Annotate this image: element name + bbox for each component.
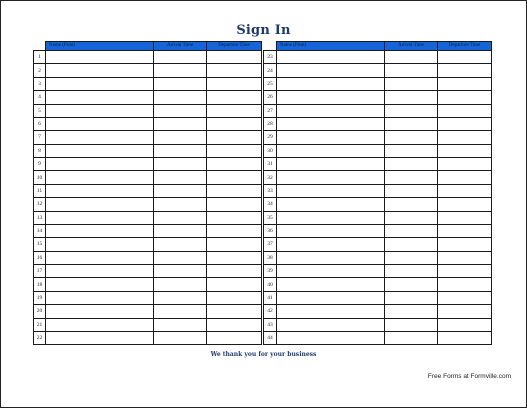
arrival-time-cell[interactable]	[385, 224, 438, 237]
sign-in-table-left	[33, 41, 262, 345]
row-number: 33	[264, 184, 277, 197]
departure-time-cell[interactable]	[438, 211, 492, 224]
row-number: 37	[264, 238, 277, 251]
row-number: 36	[264, 224, 277, 237]
table-row	[264, 318, 492, 331]
arrival-time-cell[interactable]	[385, 184, 438, 197]
row-number: 8	[34, 144, 46, 157]
arrival-time-cell[interactable]	[385, 64, 438, 77]
arrival-time-cell[interactable]	[385, 117, 438, 130]
table-row	[34, 305, 262, 318]
row-number-header	[34, 42, 46, 51]
row-number: 35	[264, 211, 277, 224]
table-row	[264, 144, 492, 157]
departure-time-cell[interactable]	[207, 77, 262, 90]
departure-time-cell[interactable]	[438, 77, 492, 90]
name-cell[interactable]	[46, 91, 154, 104]
name-cell[interactable]	[46, 104, 154, 117]
arrival-time-cell[interactable]	[154, 278, 207, 291]
departure-time-cell[interactable]	[438, 91, 492, 104]
departure-time-cell[interactable]	[207, 117, 262, 130]
name-cell[interactable]	[46, 251, 154, 264]
name-cell[interactable]	[277, 211, 385, 224]
row-number: 24	[264, 64, 277, 77]
row-number: 3	[34, 77, 46, 90]
arrival-time-cell[interactable]	[154, 211, 207, 224]
arrival-time-cell[interactable]	[154, 291, 207, 304]
row-number: 27	[264, 104, 277, 117]
arrival-time-cell[interactable]	[154, 171, 207, 184]
arrival-time-cell[interactable]	[154, 104, 207, 117]
departure-time-cell[interactable]	[207, 158, 262, 171]
table-row	[34, 117, 262, 130]
table-row	[264, 198, 492, 211]
table-row	[34, 251, 262, 264]
name-cell[interactable]	[277, 117, 385, 130]
name-cell[interactable]	[277, 318, 385, 331]
name-cell[interactable]	[46, 184, 154, 197]
departure-time-cell[interactable]	[207, 278, 262, 291]
name-cell[interactable]	[277, 144, 385, 157]
table-row	[34, 104, 262, 117]
row-number: 40	[264, 278, 277, 291]
arrival-time-cell[interactable]	[154, 305, 207, 318]
departure-time-cell[interactable]	[207, 144, 262, 157]
name-cell[interactable]	[277, 278, 385, 291]
name-cell[interactable]	[46, 318, 154, 331]
arrival-time-cell[interactable]	[385, 291, 438, 304]
table-row	[264, 278, 492, 291]
row-number: 41	[264, 291, 277, 304]
name-cell[interactable]	[46, 291, 154, 304]
departure-time-cell[interactable]	[438, 184, 492, 197]
name-cell[interactable]	[277, 251, 385, 264]
name-column-header: Name (Print)	[46, 42, 154, 51]
name-cell[interactable]	[46, 117, 154, 130]
name-cell[interactable]	[46, 331, 154, 344]
row-number: 30	[264, 144, 277, 157]
arrival-time-cell[interactable]	[154, 117, 207, 130]
departure-time-cell[interactable]	[207, 265, 262, 278]
row-number: 2	[34, 64, 46, 77]
row-number: 29	[264, 131, 277, 144]
departure-time-cell[interactable]	[207, 51, 262, 64]
row-number: 34	[264, 198, 277, 211]
departure-time-cell[interactable]	[207, 211, 262, 224]
arrival-time-cell[interactable]	[385, 158, 438, 171]
table-row	[264, 251, 492, 264]
table-row	[34, 91, 262, 104]
departure-time-cell[interactable]	[438, 158, 492, 171]
row-number: 38	[264, 251, 277, 264]
name-cell[interactable]	[46, 144, 154, 157]
table-row	[34, 198, 262, 211]
arrival-column-header: Arrival Time	[154, 42, 207, 51]
departure-time-cell[interactable]	[207, 251, 262, 264]
name-cell[interactable]	[277, 224, 385, 237]
table-row	[264, 51, 492, 64]
row-number: 6	[34, 117, 46, 130]
arrival-time-cell[interactable]	[385, 104, 438, 117]
arrival-time-cell[interactable]	[154, 238, 207, 251]
row-number-header	[264, 42, 277, 51]
arrival-time-cell[interactable]	[385, 144, 438, 157]
row-number: 32	[264, 171, 277, 184]
departure-column-header: Departure Time	[207, 42, 262, 51]
arrival-time-cell[interactable]	[154, 91, 207, 104]
name-cell[interactable]	[46, 211, 154, 224]
sign-in-table-right	[263, 41, 492, 345]
table-row	[34, 184, 262, 197]
name-cell[interactable]	[277, 331, 385, 344]
table-row	[34, 291, 262, 304]
departure-time-cell[interactable]	[438, 291, 492, 304]
name-cell[interactable]	[46, 238, 154, 251]
departure-time-cell[interactable]	[438, 117, 492, 130]
departure-time-cell[interactable]	[438, 104, 492, 117]
row-number: 12	[34, 198, 46, 211]
departure-time-cell[interactable]	[207, 198, 262, 211]
table-row	[264, 158, 492, 171]
departure-time-cell[interactable]	[207, 318, 262, 331]
arrival-time-cell[interactable]	[154, 251, 207, 264]
arrival-time-cell[interactable]	[154, 198, 207, 211]
table-row	[264, 117, 492, 130]
table-row	[264, 331, 492, 344]
row-number: 17	[34, 265, 46, 278]
departure-time-cell[interactable]	[438, 238, 492, 251]
table-row	[34, 64, 262, 77]
arrival-time-cell[interactable]	[385, 238, 438, 251]
table-row	[34, 158, 262, 171]
table-row	[34, 318, 262, 331]
row-number: 28	[264, 117, 277, 130]
row-number: 25	[264, 77, 277, 90]
departure-time-cell[interactable]	[438, 305, 492, 318]
departure-time-cell[interactable]	[207, 171, 262, 184]
table-row	[264, 305, 492, 318]
departure-time-cell[interactable]	[207, 104, 262, 117]
row-number: 21	[34, 318, 46, 331]
departure-time-cell[interactable]	[207, 305, 262, 318]
row-number: 19	[34, 291, 46, 304]
table-row	[34, 77, 262, 90]
row-number: 7	[34, 131, 46, 144]
departure-time-cell[interactable]	[207, 238, 262, 251]
departure-column-header: Departure Time	[438, 42, 492, 51]
arrival-time-cell[interactable]	[385, 265, 438, 278]
departure-time-cell[interactable]	[207, 91, 262, 104]
table-row	[34, 211, 262, 224]
arrival-time-cell[interactable]	[154, 131, 207, 144]
arrival-time-cell[interactable]	[385, 318, 438, 331]
departure-time-cell[interactable]	[438, 318, 492, 331]
departure-time-cell[interactable]	[438, 51, 492, 64]
row-number: 31	[264, 158, 277, 171]
departure-time-cell[interactable]	[438, 198, 492, 211]
name-cell[interactable]	[46, 64, 154, 77]
departure-time-cell[interactable]	[438, 144, 492, 157]
thank-you-message: We thank you for your business	[210, 351, 317, 358]
name-cell[interactable]	[46, 51, 154, 64]
table-row	[34, 265, 262, 278]
row-number: 4	[34, 91, 46, 104]
table-row	[34, 144, 262, 157]
arrival-time-cell[interactable]	[385, 211, 438, 224]
name-cell[interactable]	[277, 131, 385, 144]
table-row	[264, 77, 492, 90]
name-cell[interactable]	[46, 77, 154, 90]
departure-time-cell[interactable]	[207, 291, 262, 304]
row-number: 13	[34, 211, 46, 224]
arrival-time-cell[interactable]	[385, 198, 438, 211]
departure-time-cell[interactable]	[207, 64, 262, 77]
arrival-time-cell[interactable]	[385, 171, 438, 184]
name-cell[interactable]	[46, 305, 154, 318]
departure-time-cell[interactable]	[438, 278, 492, 291]
table-row	[264, 265, 492, 278]
table-row	[34, 171, 262, 184]
table-row	[264, 238, 492, 251]
departure-time-cell[interactable]	[438, 251, 492, 264]
table-row	[34, 278, 262, 291]
arrival-time-cell[interactable]	[385, 305, 438, 318]
arrival-time-cell[interactable]	[154, 331, 207, 344]
arrival-time-cell[interactable]	[385, 131, 438, 144]
arrival-time-cell[interactable]	[154, 184, 207, 197]
row-number: 22	[34, 331, 46, 344]
name-cell[interactable]	[277, 184, 385, 197]
row-number: 10	[34, 171, 46, 184]
table-row	[264, 131, 492, 144]
departure-time-cell[interactable]	[438, 171, 492, 184]
departure-time-cell[interactable]	[438, 64, 492, 77]
table-row	[34, 131, 262, 144]
name-cell[interactable]	[277, 198, 385, 211]
name-cell[interactable]	[277, 265, 385, 278]
arrival-column-header: Arrival Time	[385, 42, 438, 51]
name-cell[interactable]	[277, 104, 385, 117]
table-row	[34, 238, 262, 251]
row-number: 14	[34, 224, 46, 237]
row-number: 39	[264, 265, 277, 278]
arrival-time-cell[interactable]	[154, 144, 207, 157]
name-column-header: Name (Print)	[277, 42, 385, 51]
name-cell[interactable]	[46, 198, 154, 211]
table-row	[264, 184, 492, 197]
arrival-time-cell[interactable]	[154, 77, 207, 90]
table-row	[264, 224, 492, 237]
departure-time-cell[interactable]	[438, 265, 492, 278]
name-cell[interactable]	[46, 265, 154, 278]
table-row	[264, 91, 492, 104]
table-row	[264, 211, 492, 224]
departure-time-cell[interactable]	[207, 184, 262, 197]
name-cell[interactable]	[46, 278, 154, 291]
arrival-time-cell[interactable]	[154, 318, 207, 331]
row-number: 11	[34, 184, 46, 197]
arrival-time-cell[interactable]	[385, 331, 438, 344]
name-cell[interactable]	[277, 64, 385, 77]
row-number: 43	[264, 318, 277, 331]
departure-time-cell[interactable]	[438, 131, 492, 144]
arrival-time-cell[interactable]	[154, 64, 207, 77]
table-row	[34, 224, 262, 237]
arrival-time-cell[interactable]	[385, 77, 438, 90]
departure-time-cell[interactable]	[207, 331, 262, 344]
arrival-time-cell[interactable]	[154, 224, 207, 237]
arrival-time-cell[interactable]	[154, 265, 207, 278]
arrival-time-cell[interactable]	[385, 51, 438, 64]
arrival-time-cell[interactable]	[385, 251, 438, 264]
arrival-time-cell[interactable]	[385, 91, 438, 104]
row-number: 42	[264, 305, 277, 318]
name-cell[interactable]	[277, 158, 385, 171]
site-credit: Free Forms at Formville.com	[427, 373, 511, 380]
row-number: 20	[34, 305, 46, 318]
arrival-time-cell[interactable]	[154, 51, 207, 64]
name-cell[interactable]	[277, 77, 385, 90]
row-number: 18	[34, 278, 46, 291]
row-number: 15	[34, 238, 46, 251]
row-number: 16	[34, 251, 46, 264]
row-number: 23	[264, 51, 277, 64]
row-number: 9	[34, 158, 46, 171]
departure-time-cell[interactable]	[438, 331, 492, 344]
table-row	[264, 104, 492, 117]
name-cell[interactable]	[277, 91, 385, 104]
name-cell[interactable]	[277, 51, 385, 64]
table-row	[264, 291, 492, 304]
name-cell[interactable]	[277, 291, 385, 304]
name-cell[interactable]	[277, 238, 385, 251]
row-number: 1	[34, 51, 46, 64]
row-number: 26	[264, 91, 277, 104]
table-row	[34, 51, 262, 64]
name-cell[interactable]	[46, 171, 154, 184]
row-number: 44	[264, 331, 277, 344]
table-row	[34, 331, 262, 344]
departure-time-cell[interactable]	[438, 224, 492, 237]
row-number: 5	[34, 104, 46, 117]
name-cell[interactable]	[46, 158, 154, 171]
departure-time-cell[interactable]	[207, 224, 262, 237]
name-cell[interactable]	[277, 305, 385, 318]
arrival-time-cell[interactable]	[154, 158, 207, 171]
departure-time-cell[interactable]	[207, 131, 262, 144]
name-cell[interactable]	[46, 224, 154, 237]
table-row	[264, 171, 492, 184]
name-cell[interactable]	[46, 131, 154, 144]
arrival-time-cell[interactable]	[385, 278, 438, 291]
form-title: Sign In	[236, 23, 291, 38]
name-cell[interactable]	[277, 171, 385, 184]
table-row	[264, 64, 492, 77]
